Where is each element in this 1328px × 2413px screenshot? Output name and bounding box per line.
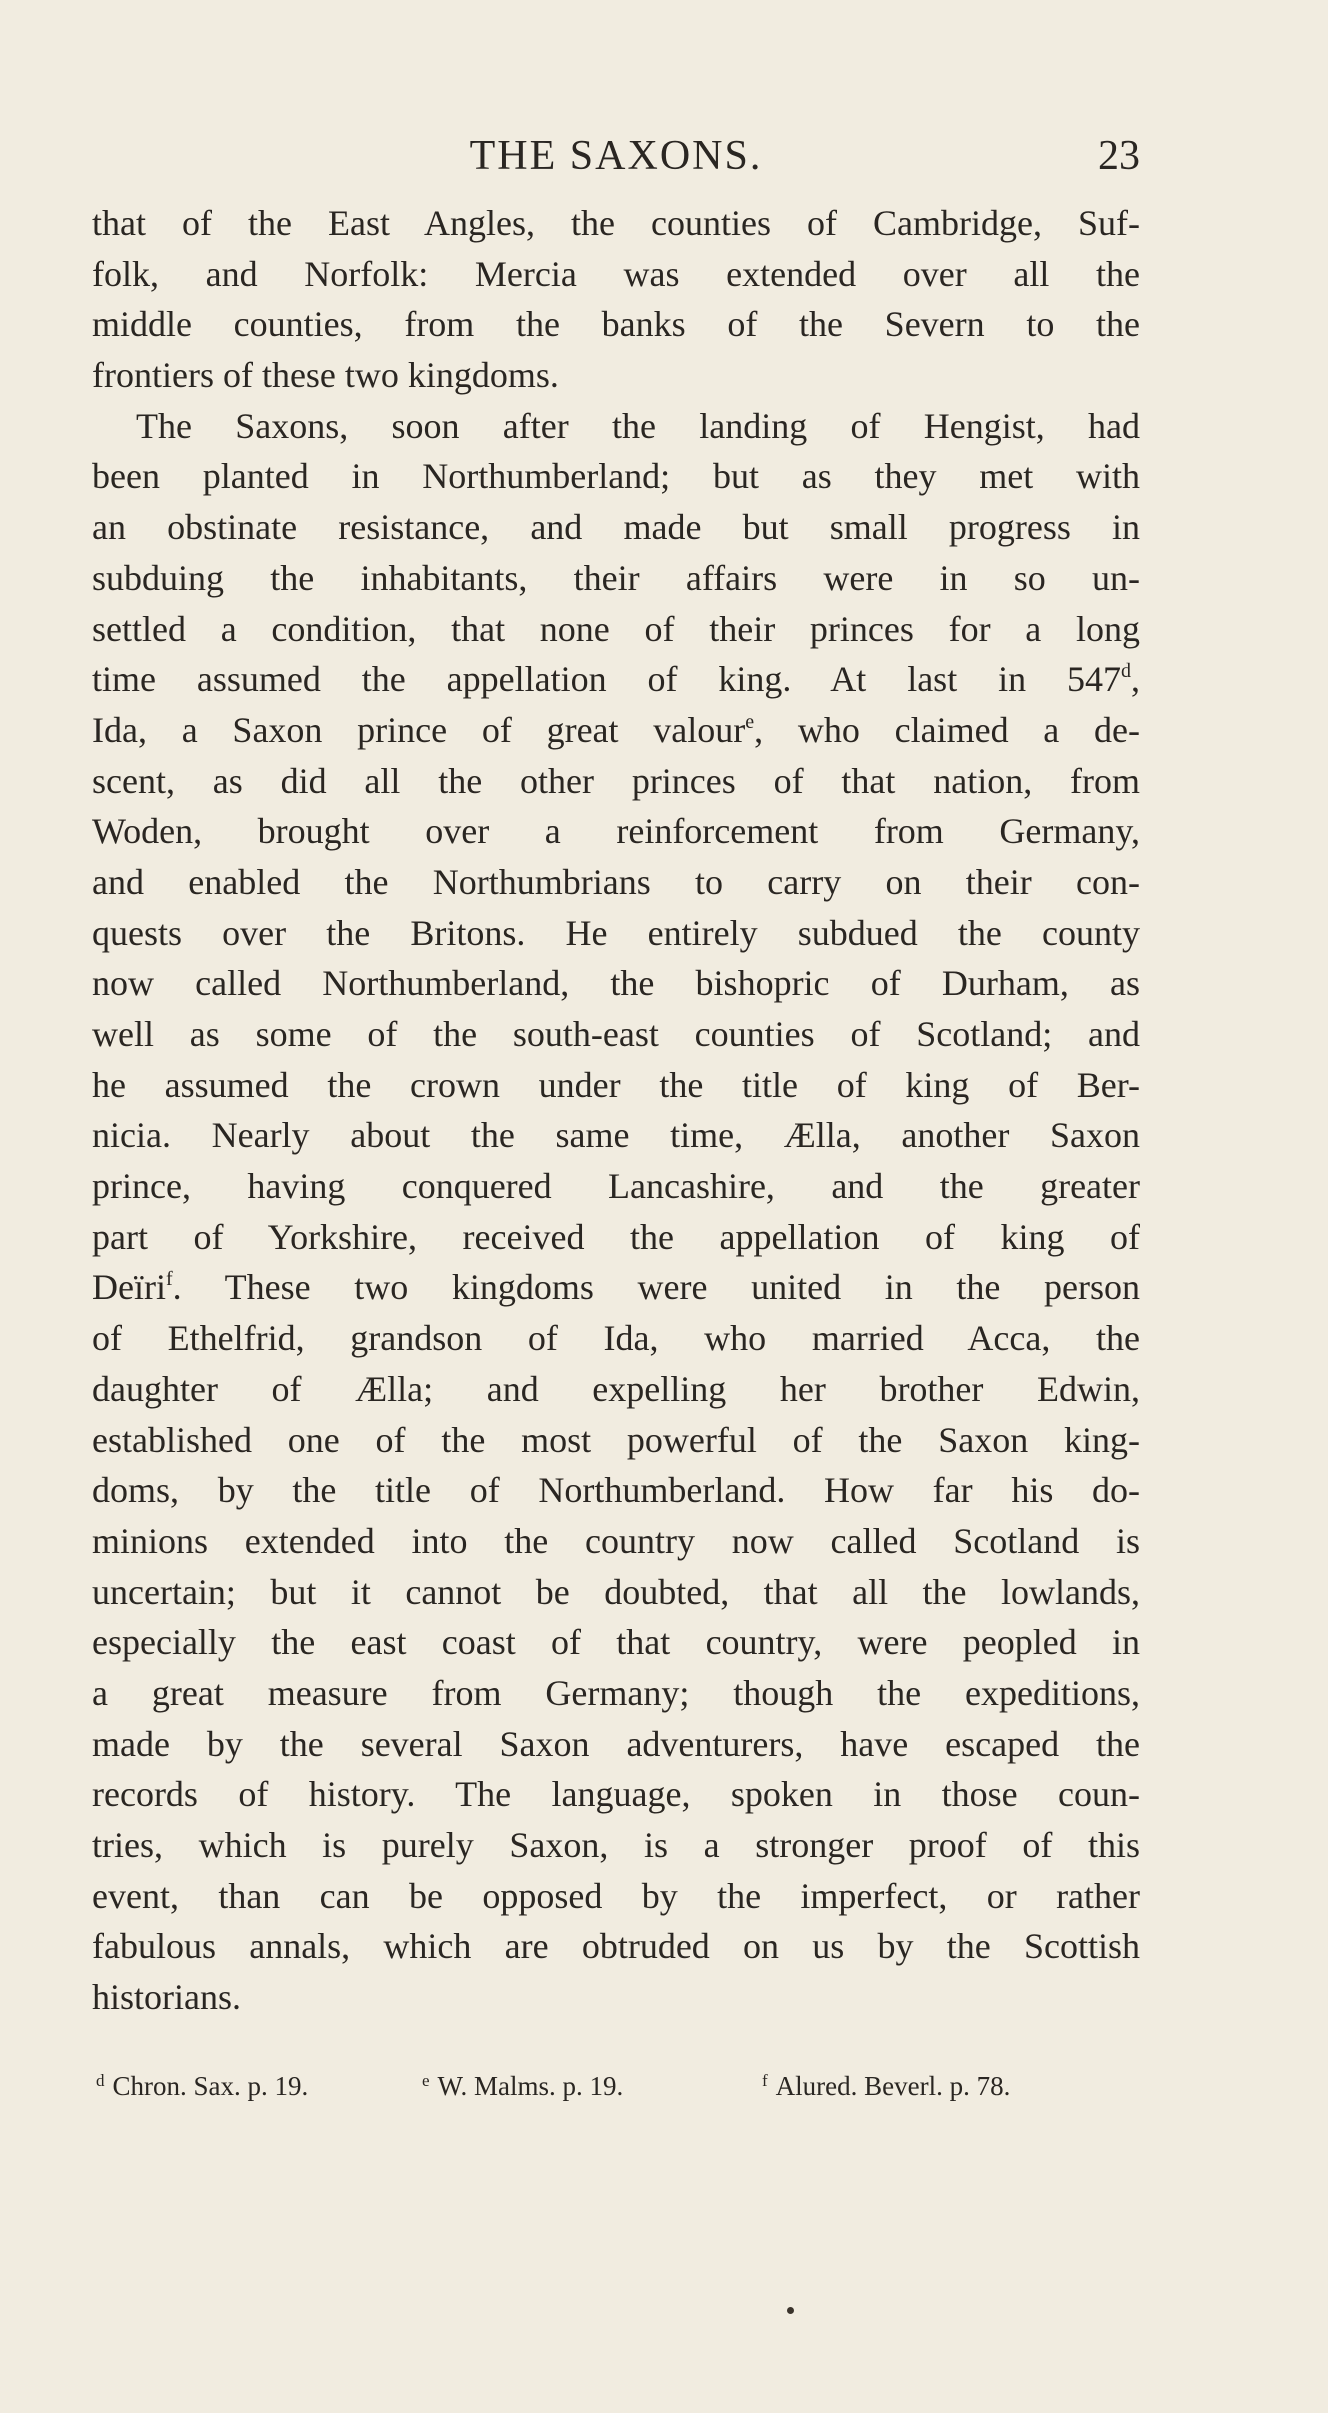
running-title: THE SAXONS. [469, 133, 763, 179]
text-line: of Ethelfrid, grandson of Ida, who married Acca, the [92, 1318, 1140, 1359]
footnote-text: W. Malms. p. 19. [437, 2071, 624, 2101]
text-line: Woden, brought over a reinforcement from Germany, [92, 811, 1140, 852]
text-line: uncertain; but it cannot be doubted, that all the lowlands, [92, 1571, 1140, 1612]
text-line: doms, by the title of Northumberland. How far his do- [92, 1470, 1140, 1511]
text-line: minions extended into the country now called Scotland is [92, 1520, 1140, 1561]
text-line: an obstinate resistance, and made but small progress in [92, 507, 1140, 548]
text-line: quests over the Britons. He entirely subdued the county [92, 912, 1140, 953]
footnote-text: Alured. Beverl. p. 78. [775, 2071, 1011, 2101]
text-line: The Saxons, soon after the landing of Hengist, had [136, 405, 1140, 446]
text-line: tries, which is purely Saxon, is a stronger proof of this [92, 1825, 1140, 1865]
footnote-ref-d: d [1121, 660, 1131, 683]
text-line: daughter of Ælla; and expelling her brother Edwin, [92, 1368, 1140, 1409]
footnote-d [96, 2064, 308, 2108]
text-line: that of the East Angles, the counties of Cambridge, Suf- [92, 203, 1140, 243]
text-line: event, than can be opposed by the imperfect, or rather [92, 1875, 1140, 1916]
text-line: especially the east coast of that country, were peopled in [92, 1622, 1140, 1663]
footnote-mark: d [96, 2071, 105, 2090]
text-line: and enabled the Northumbrians to carry on their con- [92, 861, 1140, 902]
text-line: records of history. The language, spoken in those coun- [92, 1774, 1140, 1815]
footnote-ref-e: e [745, 710, 755, 733]
text-line: a great measure from Germany; though the expeditions, [92, 1672, 1140, 1713]
text-line: nicia. Nearly about the same time, Ælla, another Saxon [92, 1115, 1140, 1156]
running-head [92, 126, 1140, 186]
footnote-mark: f [762, 2071, 768, 2090]
text-line: made by the several Saxon adventurers, have escaped the [92, 1723, 1140, 1764]
text-line: fabulous annals, which are obtruded on us by the Scottish [92, 1926, 1140, 1967]
text-line: well as some of the south-east counties of Scotland; and [92, 1014, 1140, 1054]
footnote-ref-f: f [165, 1268, 173, 1291]
text-line: scent, as did all the other princes of that nation, from [92, 760, 1140, 801]
text-line: been planted in Northumberland; but as they met with [92, 456, 1140, 497]
text-line: Deïri$^f$. These two kingdoms were united in the person [92, 1267, 1140, 1308]
text-line: folk, and Norfolk: Mercia was extended over all the [92, 253, 1140, 294]
text-line: Ida, a Saxon prince of great valour$^e$, who claimed a de- [92, 709, 1140, 750]
footnote-f [762, 2064, 1010, 2108]
footnote-text: Chron. Sax. p. 19. [112, 2071, 309, 2101]
text-line: settled a condition, that none of their princes for a long [92, 608, 1140, 649]
text-line: established one of the most powerful of the Saxon king- [92, 1419, 1140, 1460]
text-line: subduing the inhabitants, their affairs were in so un- [92, 557, 1140, 598]
footnote-mark: e [422, 2071, 430, 2090]
text-line: historians. [92, 1977, 241, 2018]
text-line: he assumed the crown under the title of king of Ber- [92, 1064, 1140, 1105]
paper-speck [787, 2307, 794, 2314]
page-number: 23 [1098, 133, 1140, 179]
text-line: middle counties, from the banks of the Severn to the [92, 304, 1140, 345]
text-line: prince, having conquered Lancashire, and the greater [92, 1166, 1140, 1207]
text-line: part of Yorkshire, received the appellation of king of [92, 1216, 1140, 1257]
text-line: time assumed the appellation of king. At last in 547$^d$, [92, 659, 1140, 700]
footnotes [92, 2064, 1140, 2108]
body-text [92, 198, 1140, 2023]
text-line: now called Northumberland, the bishopric of Durham, as [92, 963, 1140, 1004]
footnote-e [422, 2064, 623, 2108]
text-line: frontiers of these two kingdoms. [92, 355, 559, 396]
